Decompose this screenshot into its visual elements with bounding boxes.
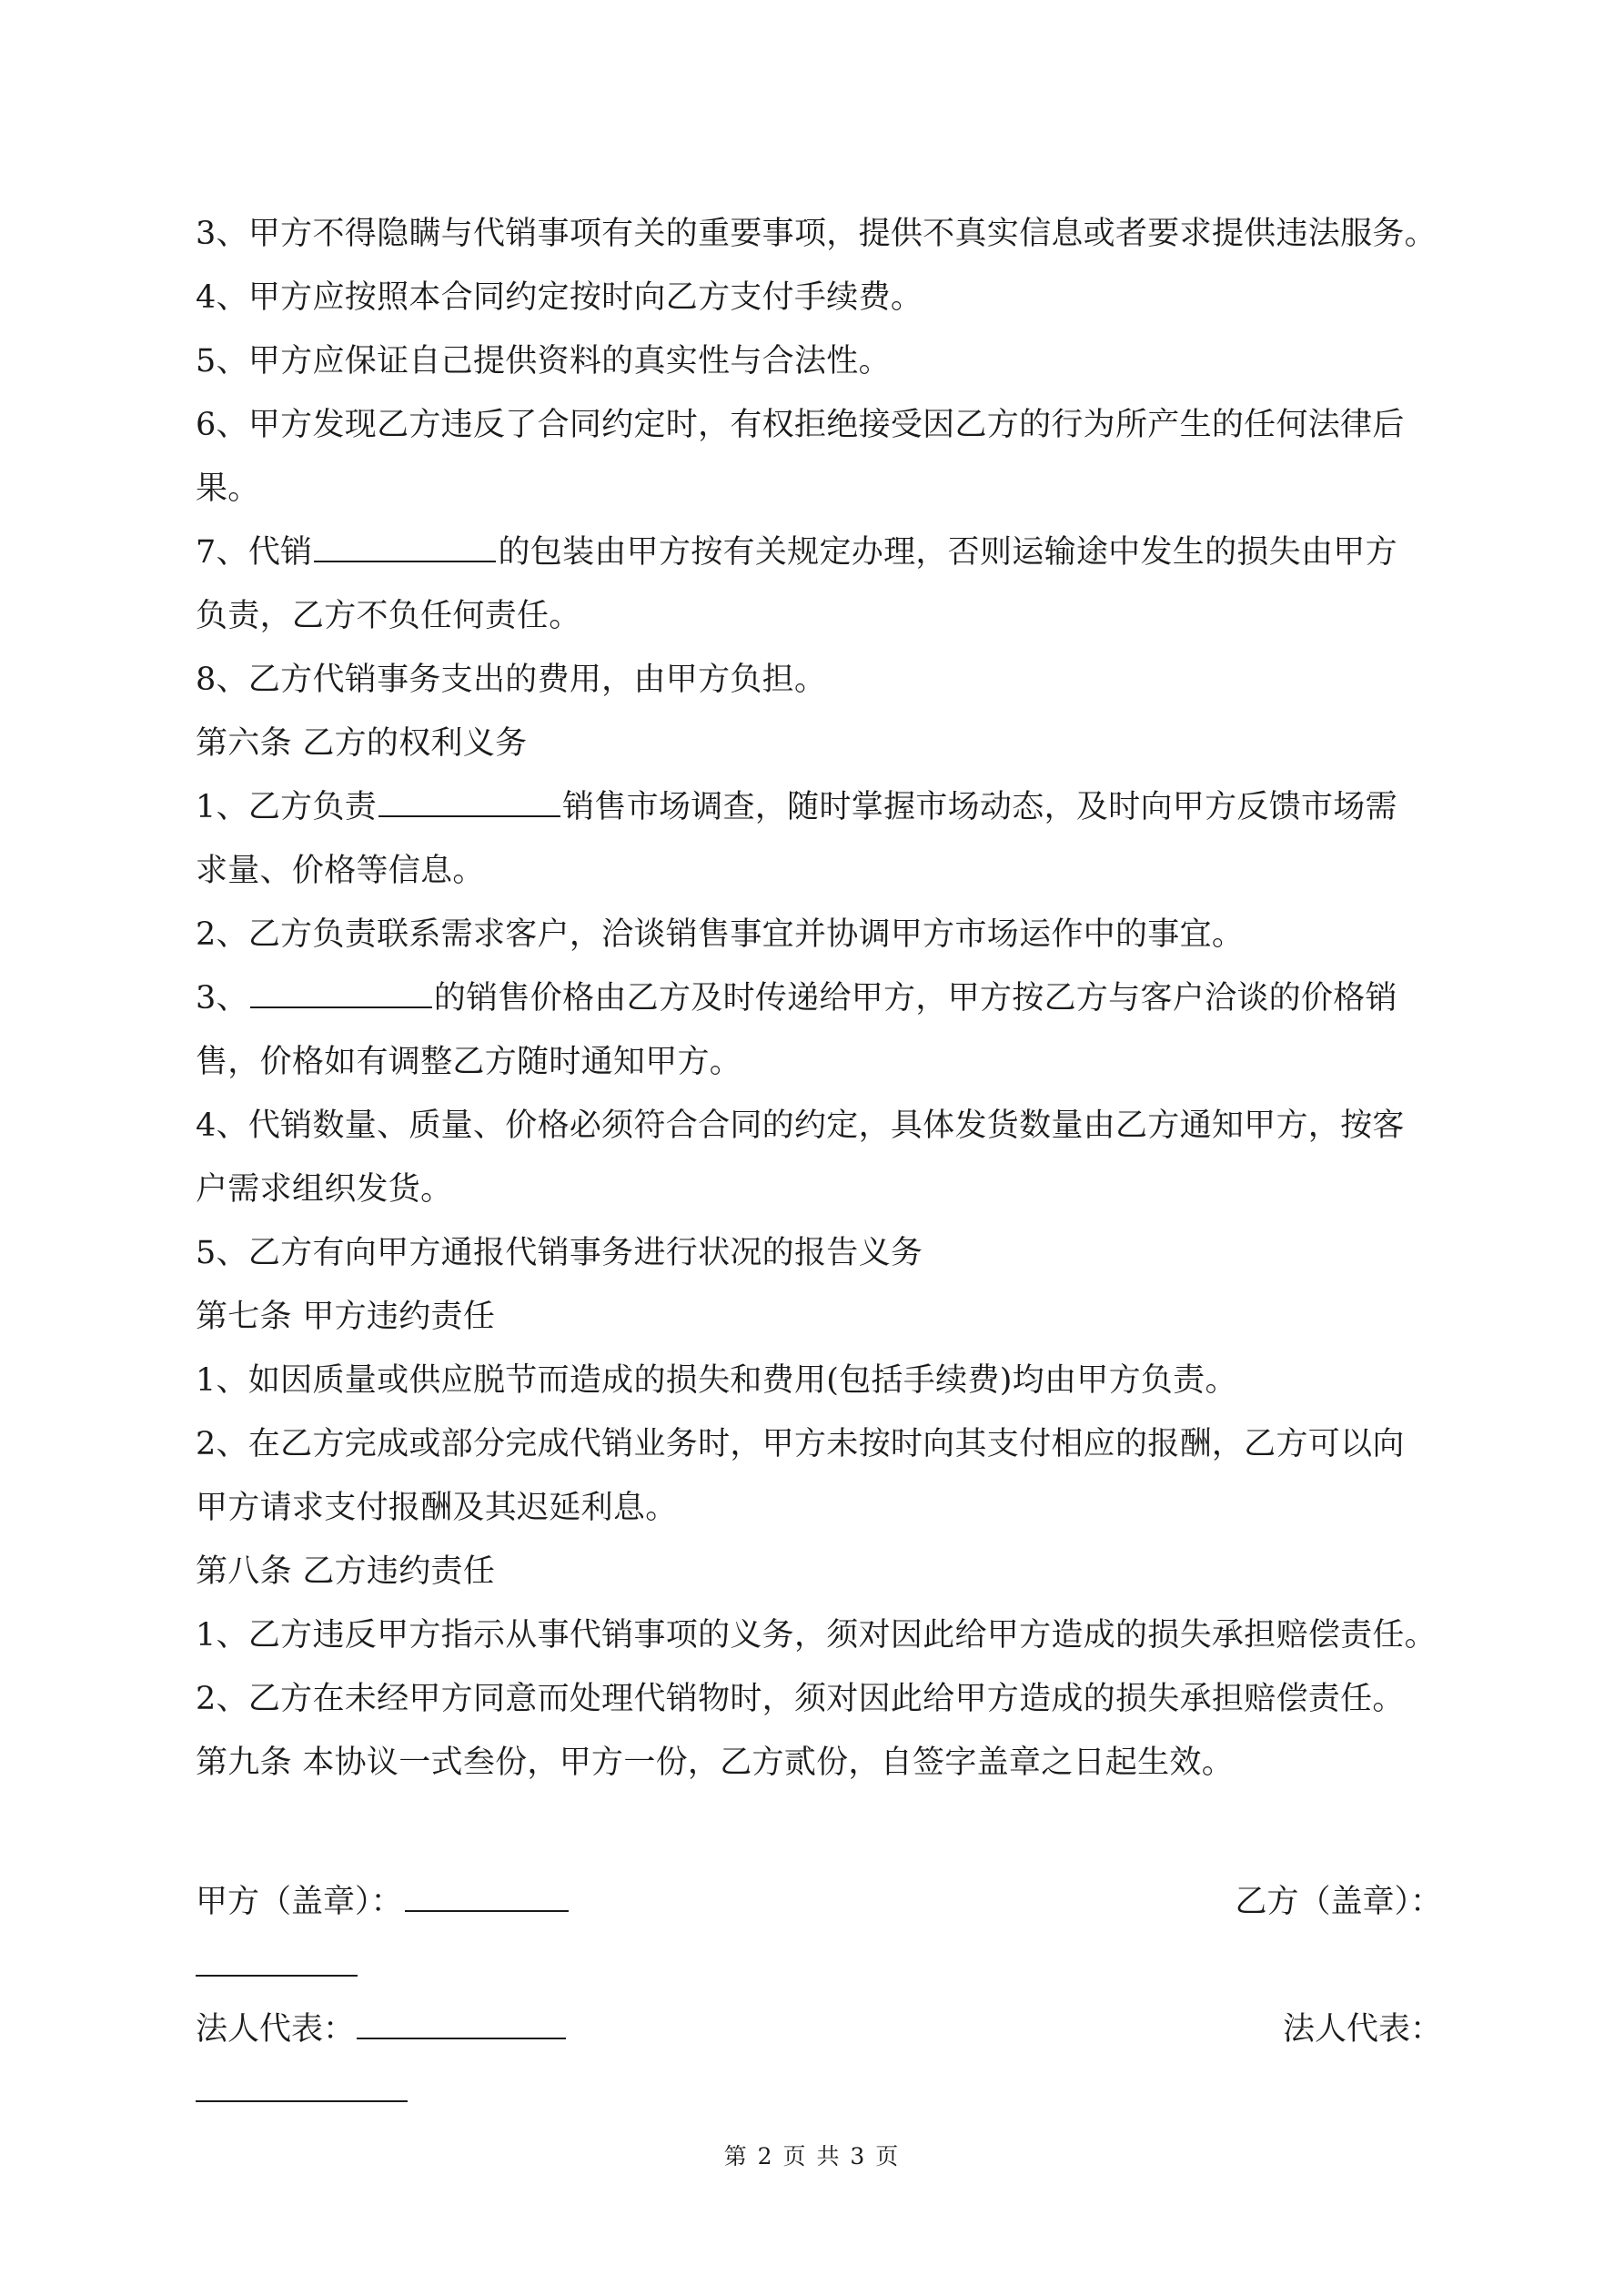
clause-6-2: 2、乙方负责联系需求客户，洽谈销售事宜并协调甲方市场运作中的事宜。 (196, 916, 1245, 953)
clause-7-2-line-2: 甲方请求支付报酬及其迟延利息。 (196, 1490, 678, 1526)
contract-body (196, 202, 1442, 1795)
rep-a-label: 法人代表： (196, 2011, 356, 2048)
clause-8-2: 2、乙方在未经甲方同意而处理代销物时，须对因此给甲方造成的损失承担赔偿责任。 (196, 1681, 1405, 1717)
fill-in-blank (250, 976, 432, 1008)
fill-in-blank (378, 784, 560, 817)
page-number: 第 2 页 共 3 页 (723, 2143, 901, 2170)
clause-6-3-line-2: 售，价格如有调整乙方随时通知甲方。 (196, 1044, 742, 1080)
article-8-title: 第八条 乙方违约责任 (196, 1553, 496, 1590)
clause-6-1-prefix: 1、乙方负责 (196, 789, 378, 825)
clause-6-1-line-2: 求量、价格等信息。 (196, 853, 485, 889)
article-7-title: 第七条 甲方违约责任 (196, 1299, 496, 1335)
signature-row-representative (196, 2002, 1442, 2057)
clause-6-1-line-1 (196, 775, 1442, 839)
rep-b-blank (196, 2100, 408, 2102)
clause-5-6-line-2: 果。 (196, 470, 260, 507)
clause-5-7-line-2: 负责，乙方不负任何责任。 (196, 598, 581, 634)
party-a-seal (196, 1875, 570, 1929)
clause-5-6-line-1: 6、甲方发现乙方违反了合同约定时，有权拒绝接受因乙方的行为所产生的任何法律后 (196, 407, 1405, 443)
article-6-title: 第六条 乙方的权利义务 (196, 725, 528, 762)
rep-a-blank (357, 2007, 566, 2039)
party-a-seal-label: 甲方（盖章）： (196, 1884, 403, 1920)
clause-6-5: 5、乙方有向甲方通报代销事务进行状况的报告义务 (196, 1235, 923, 1271)
clause-5-7-prefix: 7、代销 (196, 534, 313, 571)
rep-a (196, 2002, 568, 2057)
clause-5-7-line-1 (196, 521, 1442, 584)
party-b-seal-blank (196, 1975, 358, 1977)
clause-6-3-suffix: 的销售价格由乙方及时传递给甲方，甲方按乙方与客户洽谈的价格销 (433, 980, 1397, 1017)
clause-6-3-line-1 (196, 966, 1442, 1030)
clause-5-4: 4、甲方应按照本合同约定按时向乙方支付手续费。 (196, 279, 923, 316)
rep-b-label: 法人代表： (1282, 2011, 1442, 2048)
clause-5-7-suffix: 的包装由甲方按有关规定办理，否则运输途中发生的损失由甲方 (498, 534, 1397, 571)
clause-5-8: 8、乙方代销事务支出的费用，由甲方负担。 (196, 662, 827, 698)
party-b-seal-label: 乙方（盖章）： (1235, 1884, 1442, 1920)
clause-5-5: 5、甲方应保证自己提供资料的真实性与合法性。 (196, 343, 891, 379)
clause-6-3-prefix: 3、 (196, 980, 248, 1017)
clause-8-1: 1、乙方违反甲方指示从事代销事项的义务，须对因此给甲方造成的损失承担赔偿责任。 (196, 1617, 1437, 1654)
party-a-seal-blank (405, 1879, 569, 1912)
clause-7-2-line-1: 2、在乙方完成或部分完成代销业务时，甲方未按时向其支付相应的报酬，乙方可以向 (196, 1426, 1405, 1462)
signature-row-seal (196, 1875, 1442, 1929)
clause-6-4-line-1: 4、代销数量、质量、价格必须符合合同的约定，具体发货数量由乙方通知甲方，按客 (196, 1108, 1405, 1144)
fill-in-blank (314, 530, 496, 562)
clause-5-3: 3、甲方不得隐瞒与代销事项有关的重要事项，提供不真实信息或者要求提供违法服务。 (196, 216, 1437, 252)
clause-6-1-suffix: 销售市场调查，随时掌握市场动态，及时向甲方反馈市场需 (562, 789, 1397, 825)
clause-7-1: 1、如因质量或供应脱节而造成的损失和费用(包括手续费)均由甲方负责。 (196, 1362, 1237, 1399)
article-9: 第九条 本协议一式叁份，甲方一份，乙方贰份，自签字盖章之日起生效。 (196, 1745, 1235, 1781)
clause-6-4-line-2: 户需求组织发货。 (196, 1171, 453, 1208)
